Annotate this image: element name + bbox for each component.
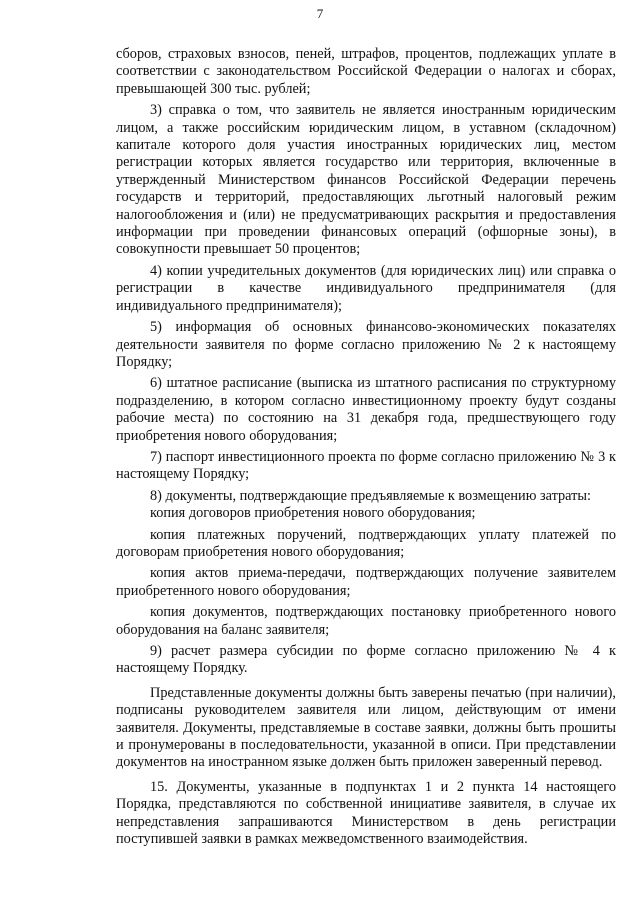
paragraph-item-8-balance: копия документов, подтверждающих постановку приобретенного нового оборудования на баланс заявителя; xyxy=(116,604,616,638)
paragraph-item-6: 6) штатное расписание (выписка из штатного расписания по структурному подразделению, в котором согласно инвестиционному проекту будут созданы рабочие места) по состоянию на 31 декабря года, предшествующего году приобретения нового оборудования; xyxy=(116,375,616,444)
paragraph-item-3: 3) справка о том, что заявитель не является иностранным юридическим лицом, а также российским юридическим лицом, в уставном (складочном) капитале которого доля участия иностранных юридических лиц, местом регистрации которых является государство или территория, включенные в утвержденный Министерством финансов Российской Федерации перечень государств и территорий, предоставляющих льготный налоговый режим налогообложения и (или) не предусматривающих раскрытия и предоставления информации при проведении финансовых операций (офшорные зоны), в совокупности превышает 50 процентов; xyxy=(116,102,616,258)
paragraph-continuation: сборов, страховых взносов, пеней, штрафов, процентов, подлежащих уплате в соответствии с законодательством Российской Федерации о налогах и сборах, превышающей 300 тыс. рублей; xyxy=(116,46,616,97)
paragraph-item-8-payments: копия платежных поручений, подтверждающих уплату платежей по договорам приобретения нового оборудования; xyxy=(116,526,616,560)
paragraph-item-8: 8) документы, подтверждающие предъявляемые к возмещению затраты: xyxy=(150,487,591,504)
paragraph-item-5: 5) информация об основных финансово-экономических показателях деятельности заявителя по форме согласно приложению № 2 к настоящему Порядку; xyxy=(116,319,616,370)
paragraph-section-15: 15. Документы, указанные в подпунктах 1 и 2 пункта 14 настоящего Порядка, представляются по собственной инициативе заявителя, в случае их непредставления запрашиваются Министерством в день регистрации поступившей заявки в рамках межведомственного взаимодействия. xyxy=(116,778,616,848)
document-body xyxy=(116,46,616,848)
page-number: 7 xyxy=(316,6,324,21)
paragraph-item-8-contracts: копия договоров приобретения нового оборудования; xyxy=(150,505,476,522)
paragraph-item-4: 4) копии учредительных документов (для юридических лиц) или справка о регистрации в качестве индивидуального предпринимателя (для индивидуального предпринимателя); xyxy=(116,262,616,314)
paragraph-requirements: Представленные документы должны быть заверены печатью (при наличии), подписаны руководителем заявителя или лицом, действующим от имени заявителя. Документы, представляемые в составе заявки, должны быть прошиты и пронумерованы в последовательности, указанной в описи. При представлении документов на иностранном языке должен быть приложен заверенный перевод. xyxy=(116,684,616,771)
paragraph-item-9: 9) расчет размера субсидии по форме согласно приложению № 4 к настоящему Порядку. xyxy=(116,643,616,677)
paragraph-item-8-acts: копия актов приема-передачи, подтверждающих получение заявителем приобретенного нового оборудования; xyxy=(116,565,616,599)
paragraph-item-7: 7) паспорт инвестиционного проекта по форме согласно приложению № 3 к настоящему Порядку; xyxy=(116,448,616,483)
